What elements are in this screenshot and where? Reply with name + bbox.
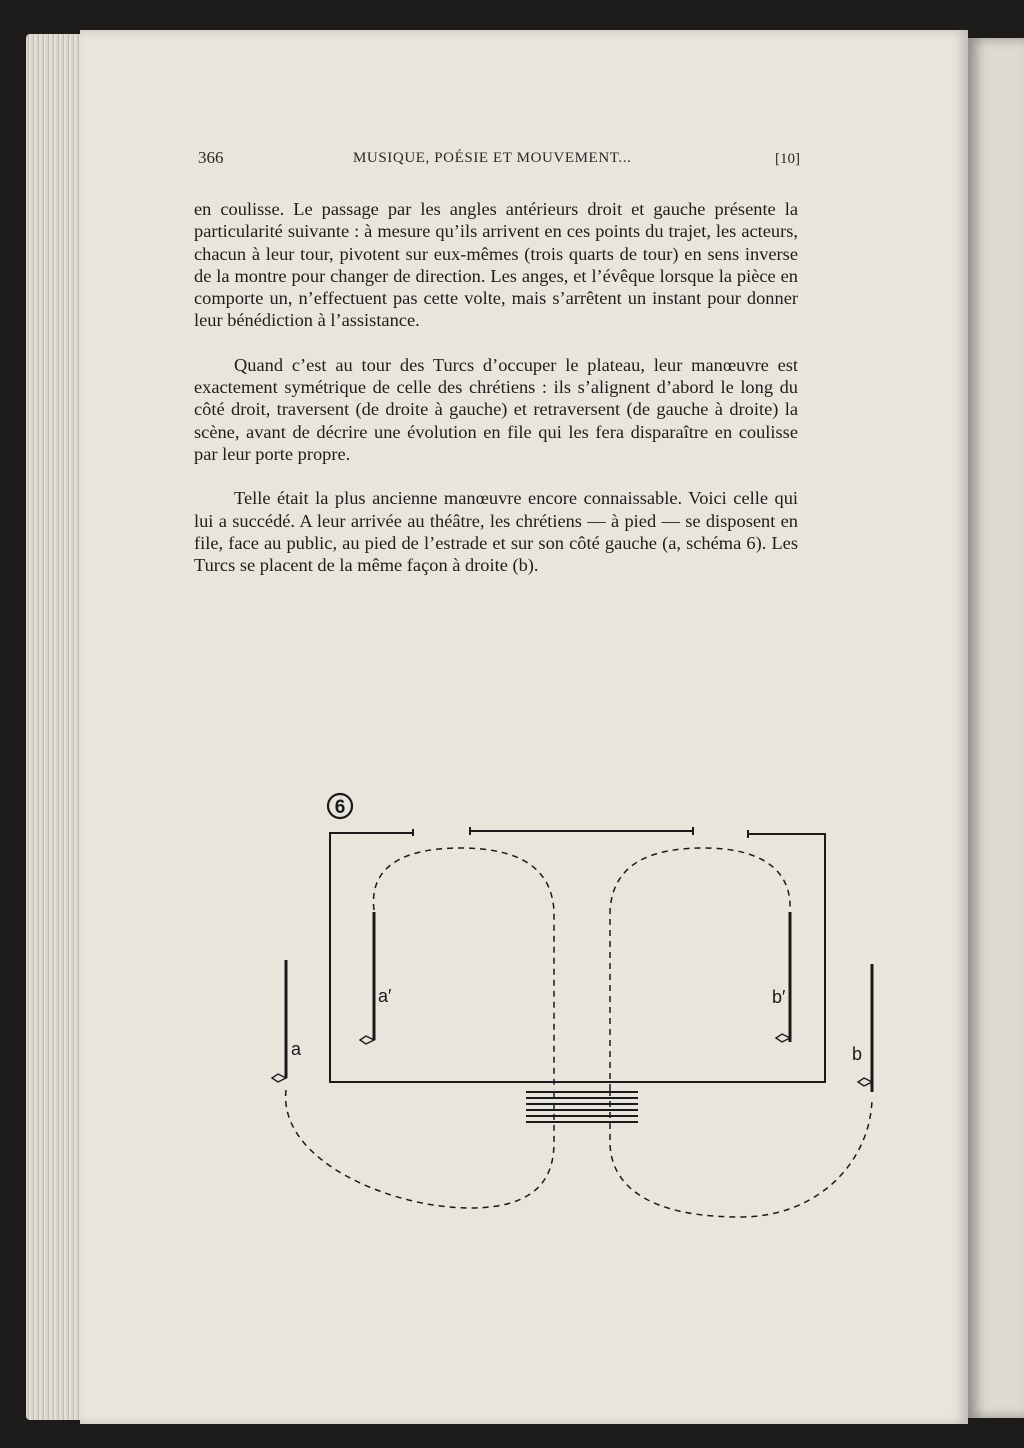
page-number: 366 xyxy=(198,148,224,167)
paragraph: en coulisse. Le passage par les angles antérieurs droit et gauche présente la particularité suivante : à mesure qu’ils arrivent en ces points du trajet, les acteurs, chacun à leur tour, pivotent sur eux-mêmes (trois quarts de tour) en sens inverse de la montre pour changer de direction. Les anges, et l’évêque lorsque la pièce en comporte un, n’effectuent pas cette volte, mais s’arrêtent un instant pour donner leur bénédiction à l’assistance. xyxy=(194,199,798,331)
stage-steps xyxy=(526,1092,638,1122)
book-page-edges xyxy=(26,34,86,1420)
label-b: b xyxy=(852,1044,863,1064)
stage-diagram-svg xyxy=(180,760,863,1220)
paragraph: Telle était la plus ancienne manœuvre encore connaissable. Voici celle qui lui a succédé. A leur arrivée au théâtre, les chrétiens — à pied — se disposent en file, face au public, au pied de l’estrade et sur son côté gauche (a, schéma 6). Les Turcs se placent de la même façon à droite (b). xyxy=(194,488,798,576)
stage-outline xyxy=(330,827,825,1082)
label-b-prime: b′ xyxy=(772,987,786,1007)
section-reference: [10] xyxy=(775,151,800,167)
running-header xyxy=(198,148,798,172)
body-text xyxy=(194,198,798,598)
file-a-prime xyxy=(360,912,392,1044)
paragraph: Quand c’est au tour des Turcs d’occuper le plateau, leur manœuvre est exactement symétrique de celle des chrétiens : ils s’alignent d’abord le long du côté droit, traversent (de droite à gauche) et retraversent (de gauche à droite) la scène, avant de décrire une évolution en file qui les fera disparaître en coulisse par leur porte propre. xyxy=(194,354,798,464)
facing-page-edge xyxy=(968,38,1024,1418)
figure-number-badge xyxy=(328,794,352,818)
upstage-paths xyxy=(373,848,790,1090)
label-a-prime: a′ xyxy=(378,986,392,1006)
running-title: MUSIQUE, POÉSIE ET MOUVEMENT... xyxy=(353,150,632,166)
label-a: a xyxy=(291,1039,302,1059)
file-a xyxy=(272,960,302,1082)
file-b-prime xyxy=(772,912,790,1042)
stage-diagram xyxy=(180,760,863,1220)
figure-number: 6 xyxy=(334,797,346,818)
